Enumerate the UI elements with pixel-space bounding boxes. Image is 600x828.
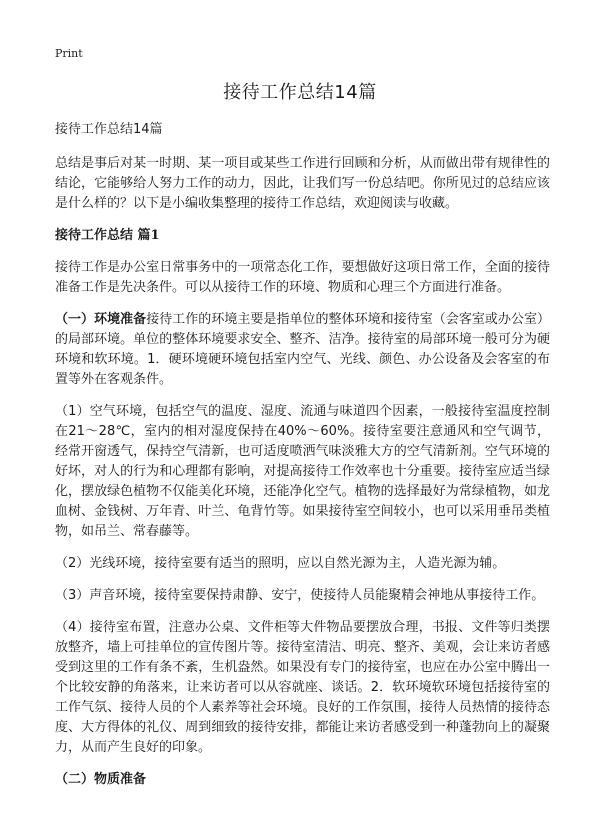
page-title: 接待工作总结14篇: [223, 82, 377, 103]
paragraph-layout: （4）接待室布置，注意办公桌、文件柜等大件物品要摆放合理，书报、文件等归类摆放整齐，墙上可挂单位的宣传图片等。接待室清洁、明亮、整齐、美观，会让来访者感受到这里的工作有条不紊，生机盎然。如果没有专门的接待室，也应在办公室中腾出一个比较安静的角落来，让来访者可以从容就座、谈话。2．软环境软环境包括接待室的工作气氛、接待人员的个人素养等社会环境。良好的工作氛围，接待人员热情的接待态度、大方得体的礼仪、周到细致的接待安排，都能让来访者感受到一种蓬勃向上的凝聚力，从而产生良好的印象。: [55, 620, 550, 755]
paragraph-environment: [55, 310, 550, 390]
document-subtitle: 接待工作总结14篇: [55, 122, 163, 137]
material-heading: （二）物质准备: [55, 772, 147, 787]
environment-text: 接待工作的环境主要是指单位的整体环境和接待室（会客室或办公室）的局部环境。单位的整体环境要求安全、整齐、洁净。接待室的局部环境一般可分为硬环境和软环境。1．硬环境硬环境包括室内空气、光线、颜色、办公设备及会客室的布置等外在客观条件。: [55, 312, 550, 387]
document-body: [55, 120, 550, 790]
section-heading: 接待工作总结 篇1: [55, 228, 160, 243]
environment-lead: （一）环境准备: [55, 312, 147, 327]
intro-paragraph: 总结是事后对某一时期、某一项目或某些工作进行回顾和分析，从而做出带有规律性的结论，它能够给人努力工作的动力，因此，让我们写一份总结吧。你所见过的总结应该是什么样的？以下是小编收集整理的接待工作总结，欢迎阅读与收藏。: [55, 156, 550, 211]
paragraph-air: （1）空气环境，包括空气的温度、湿度、流通与味道四个因素，一般接待室温度控制在21～28℃，室内的相对湿度保持在40%～60%。接待室要注意通风和空气调节，经常开窗透气，保持空气清新，也可适度喷洒气味淡雅大方的空气清新剂。空气环境的好坏，对人的行为和心理都有影响，对提高接待工作效率也十分重要。接待室应适当绿化，摆放绿色植物不仅能美化环境，还能净化空气。植物的选择最好为常绿植物，如龙血树、金钱树、万年青、叶兰、龟背竹等。如果接待室空间较小，也可以采用垂吊类植物，如吊兰、常春藤等。: [55, 404, 550, 539]
paragraph-overview: 接待工作是办公室日常事务中的一项常态化工作，要想做好这项日常工作，全面的接待准备工作是先决条件。可以从接待工作的环境、物质和心理三个方面进行准备。: [55, 260, 550, 295]
paragraph-light: （2）光线环境，接待室要有适当的照明，应以自然光源为主，人造光源为辅。: [55, 556, 506, 571]
print-link[interactable]: Print: [55, 47, 83, 60]
paragraph-sound: （3）声音环境，接待室要保持肃静、安宁，使接待人员能聚精会神地从事接待工作。: [55, 588, 545, 603]
